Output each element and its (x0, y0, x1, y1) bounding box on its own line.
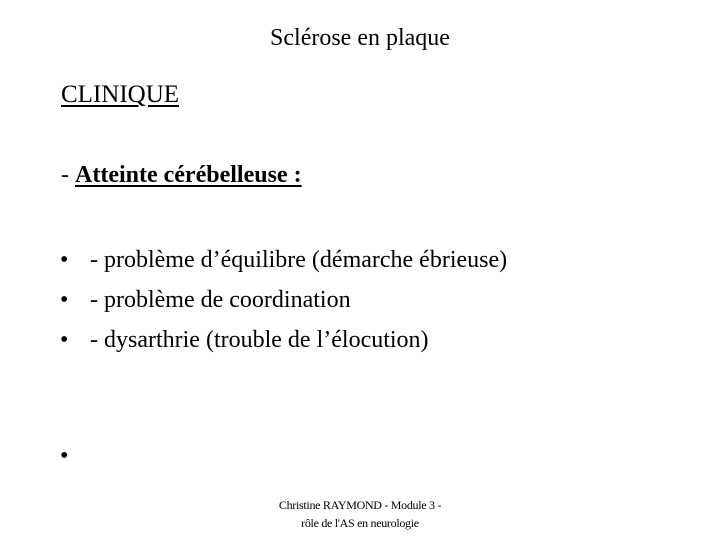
subheading-prefix: - (61, 162, 75, 188)
subheading-text: Atteinte cérébelleuse : (75, 162, 302, 188)
empty-bullet-icon: • (60, 443, 69, 469)
bullet-item (56, 240, 507, 280)
bullet-item (56, 280, 507, 320)
bullet-icon: • (60, 327, 69, 353)
bullet-text: - problème de coordination (90, 287, 351, 313)
bullet-text: - dysarthrie (trouble de l’élocution) (90, 327, 429, 353)
bullet-item (56, 320, 507, 360)
bullet-list (56, 240, 507, 360)
footer-line-2: rôle de l'AS en neurologie (301, 516, 419, 530)
footer-line-1: Christine RAYMOND - Module 3 - (278, 498, 442, 512)
bullet-icon: • (60, 287, 69, 313)
bullet-text: - problème d’équilibre (démarche ébrieuse) (90, 247, 508, 273)
bullet-icon: • (60, 247, 69, 273)
section-heading: CLINIQUE (61, 81, 180, 108)
slide-title: Sclérose en plaque (270, 25, 450, 51)
subheading (61, 158, 302, 192)
footer (0, 496, 720, 532)
